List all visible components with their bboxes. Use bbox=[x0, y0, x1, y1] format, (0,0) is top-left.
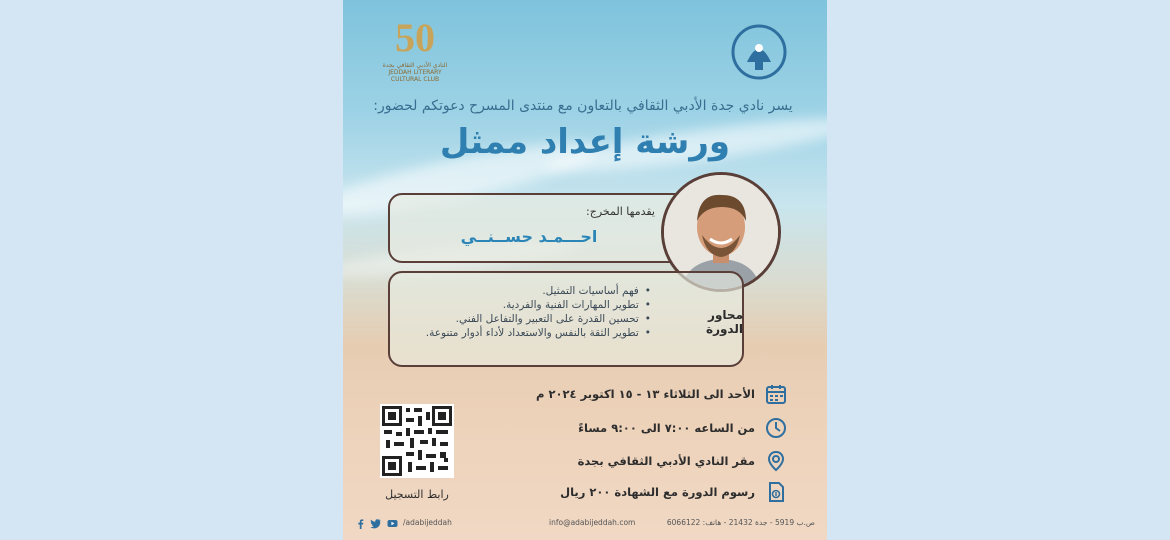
fees-document-icon bbox=[765, 481, 787, 503]
time-text: من الساعه ٧:٠٠ الى ٩:٠٠ مساءً bbox=[578, 421, 755, 435]
youtube-icon[interactable] bbox=[387, 518, 398, 529]
club-emblem-icon bbox=[727, 22, 791, 86]
club-logo bbox=[727, 22, 791, 86]
list-item: • تطوير الثقة بالنفس والاستعداد لأداء أدوار متنوعة. bbox=[383, 326, 651, 340]
presenter-name: احـــمـد حســنــي bbox=[460, 227, 598, 246]
calendar-icon bbox=[765, 383, 787, 405]
presenter-label: يقدمها المخرج: bbox=[586, 205, 655, 218]
list-item: • تحسين القدرة على التعبير والتفاعل الفني. bbox=[383, 312, 651, 326]
location-text: مقر النادي الأدبي الثقافي بجدة bbox=[577, 454, 755, 468]
invitation-text: يسر نادي جدة الأدبي الثقافي بالتعاون مع منتدى المسرح دعوتكم لحضور: bbox=[373, 98, 793, 114]
event-poster bbox=[343, 0, 827, 540]
contact-address: ص.ب 5919 - جدة 21432 - هاتف: 6066122 bbox=[666, 518, 815, 527]
footer bbox=[343, 512, 827, 540]
anniversary-logo: 50 النادي الأدبي الثقافي بجدة JEDDAH LITERARY CULTURAL CLUB bbox=[382, 15, 448, 83]
location-row bbox=[487, 450, 787, 472]
twitter-icon[interactable] bbox=[370, 518, 381, 529]
course-topics-title: محاور الدورة bbox=[705, 308, 743, 336]
social-handle[interactable]: /adabijeddah bbox=[403, 518, 452, 527]
date-row bbox=[487, 383, 787, 405]
registration-link-label: رابط التسجيل bbox=[385, 488, 449, 501]
course-topics-list bbox=[383, 284, 651, 340]
contact-email[interactable]: info@adabijeddah.com bbox=[549, 518, 636, 527]
qr-code-icon bbox=[380, 404, 454, 478]
list-item: • تطوير المهارات الفنية والفردية. bbox=[383, 298, 651, 312]
date-text: الأحد الى الثلاثاء ١٣ - ١٥ اكتوبر ٢٠٢٤ م bbox=[536, 387, 755, 401]
registration-qr-code[interactable] bbox=[380, 404, 454, 478]
list-item: • فهم أساسيات التمثيل. bbox=[383, 284, 651, 298]
workshop-title: ورشة إعداد ممثل bbox=[439, 122, 731, 162]
location-pin-icon bbox=[765, 450, 787, 472]
facebook-icon[interactable] bbox=[355, 518, 366, 529]
fees-row bbox=[487, 481, 787, 503]
time-row bbox=[487, 417, 787, 439]
fees-text: رسوم الدورة مع الشهادة ٢٠٠ ريال bbox=[560, 485, 755, 499]
clock-icon bbox=[765, 417, 787, 439]
